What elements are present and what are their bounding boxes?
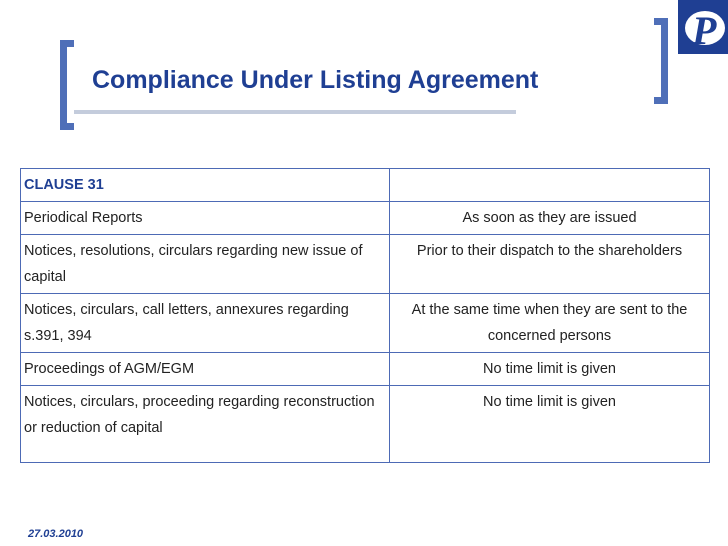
header-timing	[390, 169, 710, 202]
row-item: Proceedings of AGM/EGM	[21, 353, 390, 386]
row-item: Notices, circulars, proceeding regarding reconstruction or reduction of capital	[21, 386, 390, 463]
row-timing: Prior to their dispatch to the shareholders	[390, 235, 710, 294]
table-row	[21, 386, 710, 463]
row-timing: No time limit is given	[390, 353, 710, 386]
table-row	[21, 353, 710, 386]
row-item: Periodical Reports	[21, 202, 390, 235]
table-row	[21, 202, 710, 235]
header-clause: CLAUSE 31	[21, 169, 390, 202]
title-underline	[74, 110, 516, 114]
right-bracket-decoration	[654, 18, 668, 104]
svg-text:P: P	[692, 8, 717, 53]
left-bracket-decoration	[60, 40, 74, 130]
table-row	[21, 294, 710, 353]
page-title: Compliance Under Listing Agreement	[92, 66, 539, 94]
table-header-row	[21, 169, 710, 202]
row-timing: At the same time when they are sent to the concerned persons	[390, 294, 710, 353]
row-item: Notices, circulars, call letters, annexures regarding s.391, 394	[21, 294, 390, 353]
table-row	[21, 235, 710, 294]
row-timing: As soon as they are issued	[390, 202, 710, 235]
compliance-table	[20, 168, 710, 463]
p-logo-icon	[678, 0, 728, 54]
row-timing: No time limit is given	[390, 386, 710, 463]
row-item: Notices, resolutions, circulars regarding new issue of capital	[21, 235, 390, 294]
slide-date: 27.03.2010	[28, 528, 84, 540]
